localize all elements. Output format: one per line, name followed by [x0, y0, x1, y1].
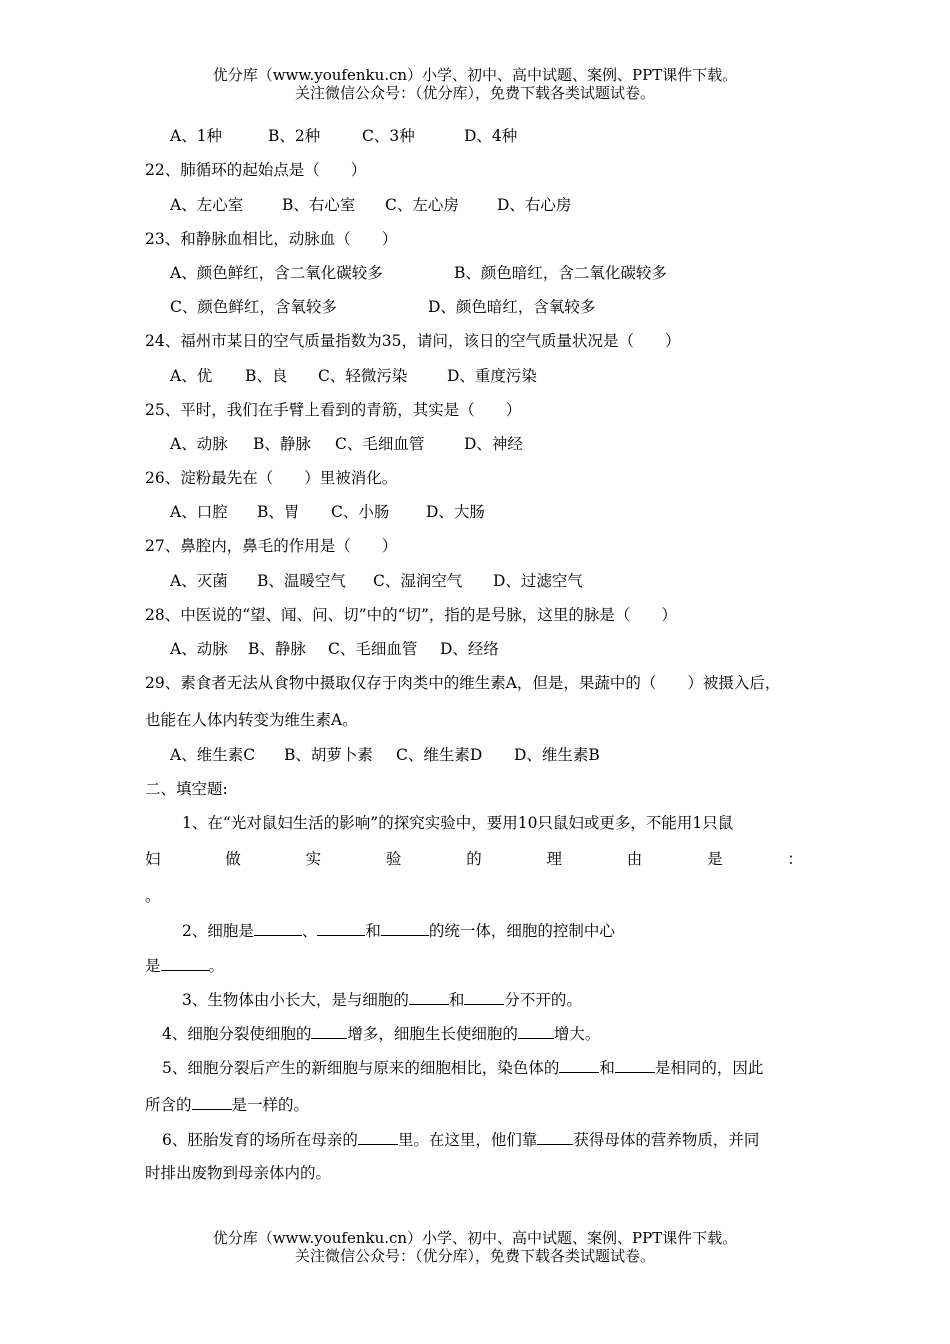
q26-option-d: D、大肠	[426, 503, 485, 521]
q22-stem: 22、肺循环的起始点是（ ）	[145, 161, 367, 179]
fill-1-char: 实	[305, 850, 322, 868]
blank[interactable]	[559, 1057, 599, 1073]
q22-option-a: A、左心室	[170, 196, 244, 214]
q27-option-d: D、过滤空气	[493, 572, 583, 590]
q28-option-b: B、静脉	[248, 640, 306, 658]
q26-stem: 26、淀粉最先在（ ）里被消化。	[145, 469, 398, 487]
q22-option-b: B、右心室	[282, 196, 356, 214]
q24-stem: 24、福州市某日的空气质量指数为35，请问，该日的空气质量状况是（ ）	[145, 332, 681, 350]
fill-1-line-2	[145, 849, 803, 869]
fill-1-char: 验	[385, 850, 402, 868]
q23-stem: 23、和静脉血相比，动脉血（ ）	[145, 230, 398, 248]
blank[interactable]	[311, 1023, 347, 1039]
footer-line-2: 关注微信公众号：（优分库），免费下载各类试题试卷。	[294, 1247, 655, 1265]
q29-option-d: D、维生素B	[514, 746, 600, 764]
fill-2-line-1: 2、细胞是 、 和 的统一体，细胞的控制中心	[182, 922, 615, 940]
q29-option-b: B、胡萝卜素	[284, 746, 373, 764]
q28-option-a: A、动脉	[170, 640, 228, 658]
fill-3-line: 3、生物体由小长大，是与细胞的 和 分不开的。	[182, 991, 582, 1009]
q26-option-a: A、口腔	[170, 503, 228, 521]
blank[interactable]	[254, 920, 302, 936]
q29-stem-line-1: 29、素食者无法从食物中摄取仅存于肉类中的维生素A，但是，果蔬中的（ ）被摄入后，	[145, 674, 781, 692]
fill-1-char: 理	[546, 850, 562, 868]
q28-option-c: C、毛细血管	[328, 640, 418, 658]
header-line-1: 优分库（www.youfenku.cn）小学、初中、高中试题、案例、PPT课件下载。	[212, 66, 738, 84]
q21-option-a: A、1种	[170, 127, 223, 145]
q28-option-d: D、经络	[440, 640, 499, 658]
section-2-title: 二、填空题:	[145, 780, 228, 798]
blank[interactable]	[615, 1057, 655, 1073]
q26-option-b: B、胃	[257, 503, 300, 521]
q27-option-a: A、灭菌	[170, 572, 228, 590]
blank[interactable]	[381, 920, 429, 936]
fill-4-line: 4、细胞分裂使细胞的 增多，细胞生长使细胞的 增大。	[162, 1025, 601, 1043]
q24-option-b: B、良	[245, 367, 288, 385]
blank[interactable]	[518, 1023, 554, 1039]
fill-5-line-2: 所含的 是一样的。	[145, 1096, 310, 1114]
footer-line-1: 优分库（www.youfenku.cn）小学、初中、高中试题、案例、PPT课件下载。	[212, 1229, 738, 1247]
q21-option-d: D、4种	[464, 127, 518, 145]
q24-option-c: C、轻微污染	[318, 367, 408, 385]
q21-option-c: C、3种	[362, 127, 415, 145]
q23-option-b: B、颜色暗红，含二氧化碳较多	[454, 264, 667, 282]
fill-1-line-3: 。	[145, 887, 161, 905]
q23-option-c: C、颜色鲜红，含氧较多	[170, 298, 337, 316]
q24-option-a: A、优	[170, 367, 213, 385]
q23-option-a: A、颜色鲜红，含二氧化碳较多	[170, 264, 383, 282]
fill-1-char: 是	[707, 850, 723, 868]
q27-stem: 27、鼻腔内，鼻毛的作用是（ ）	[145, 537, 398, 555]
q27-option-c: C、湿润空气	[373, 572, 463, 590]
q25-option-b: B、静脉	[253, 435, 311, 453]
fill-2-line-2: 是 。	[145, 957, 225, 975]
fill-1-char: 做	[225, 850, 241, 868]
blank[interactable]	[464, 989, 504, 1005]
q23-option-d: D、颜色暗红，含氧较多	[428, 298, 596, 316]
fill-1-line-1: 1、在“光对鼠妇生活的影响”的探究实验中，要用10只鼠妇或更多，不能用1只鼠	[182, 814, 734, 832]
q22-option-c: C、左心房	[385, 196, 459, 214]
fill-6-line-1: 6、胚胎发育的场所在母亲的 里。在这里，他们靠 获得母体的营养物质，并同	[162, 1131, 760, 1149]
fill-1-char: ：	[787, 850, 803, 868]
q25-option-a: A、动脉	[170, 435, 228, 453]
q28-stem: 28、中医说的“望、闻、问、切”中的“切”，指的是号脉，这里的脉是（ ）	[145, 606, 677, 624]
q29-option-c: C、维生素D	[396, 746, 483, 764]
fill-1-char: 妇	[145, 850, 161, 868]
page-footer	[0, 1229, 950, 1265]
q29-stem-line-2: 也能在人体内转变为维生素A。	[145, 711, 358, 729]
q29-option-a: A、维生素C	[170, 746, 256, 764]
q25-option-c: C、毛细血管	[335, 435, 425, 453]
blank[interactable]	[358, 1129, 398, 1145]
page-header	[0, 66, 950, 102]
blank[interactable]	[192, 1094, 232, 1110]
fill-1-char: 由	[626, 850, 643, 868]
header-line-2: 关注微信公众号：（优分库），免费下载各类试题试卷。	[294, 84, 655, 102]
blank[interactable]	[317, 920, 365, 936]
fill-6-line-2: 时排出废物到母亲体内的。	[145, 1164, 332, 1182]
blank[interactable]	[409, 989, 449, 1005]
q25-option-d: D、神经	[464, 435, 523, 453]
blank[interactable]	[161, 955, 209, 971]
q26-option-c: C、小肠	[331, 503, 390, 521]
q21-option-b: B、2种	[268, 127, 321, 145]
q24-option-d: D、重度污染	[447, 367, 537, 385]
fill-1-char: 的	[466, 850, 482, 868]
q25-stem: 25、平时，我们在手臂上看到的青筋，其实是（ ）	[145, 401, 522, 419]
q27-option-b: B、温暖空气	[257, 572, 346, 590]
blank[interactable]	[537, 1129, 573, 1145]
fill-5-line-1: 5、细胞分裂后产生的新细胞与原来的细胞相比，染色体的 和 是相同的，因此	[162, 1059, 764, 1077]
q22-option-d: D、右心房	[497, 196, 572, 214]
